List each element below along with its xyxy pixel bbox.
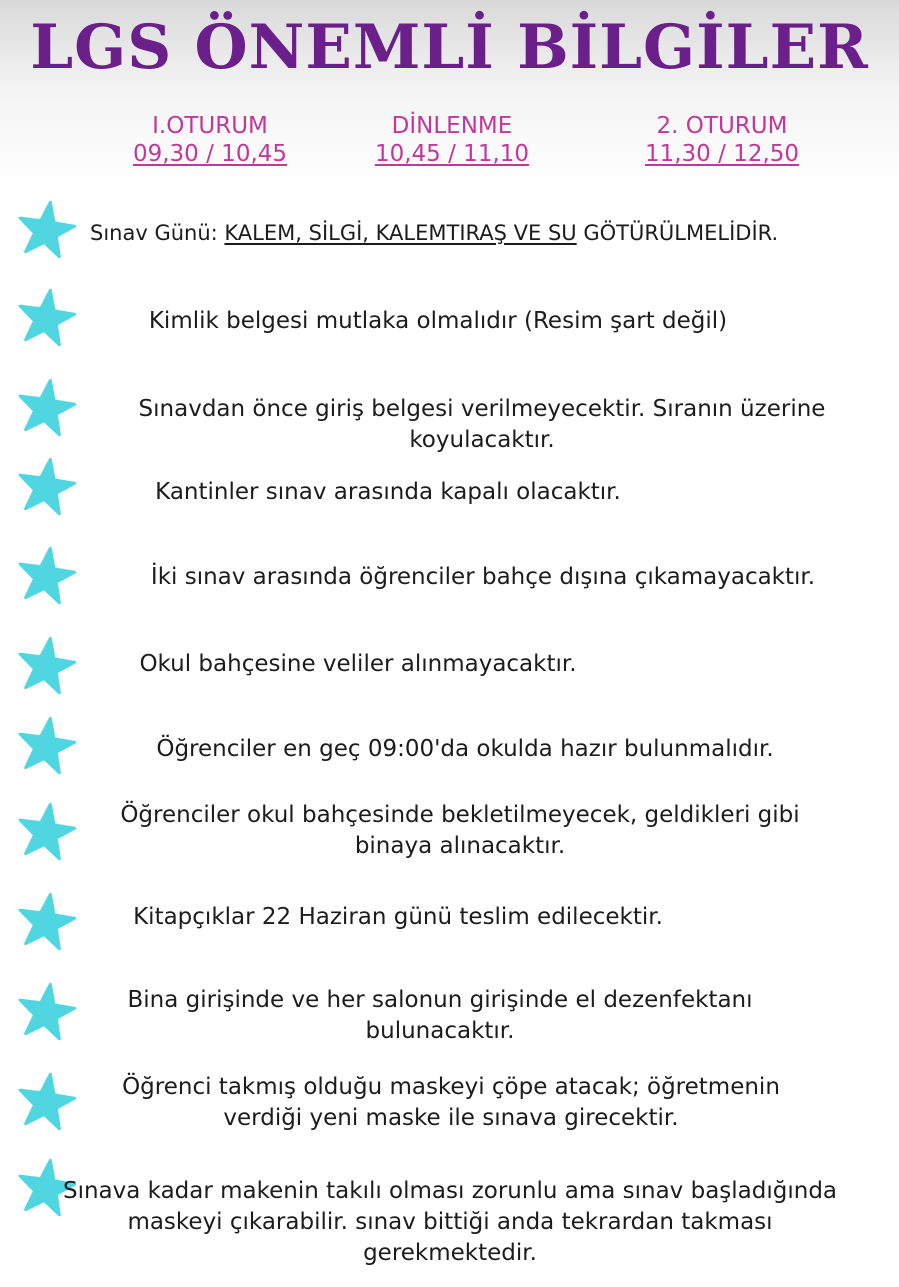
session-break-label: DİNLENME xyxy=(391,113,513,139)
rule-item-7 xyxy=(0,712,899,782)
rule-text-5: İki sınav arasında öğrenciler bahçe dışına çıkamayacaktır. xyxy=(150,564,816,590)
session-second xyxy=(612,112,832,168)
page-title: LGS ÖNEMLİ BİLGİLER xyxy=(30,12,869,83)
rule-text-9: Kitapçıklar 22 Haziran günü teslim edilecektir. xyxy=(133,904,663,930)
rule-text-1 xyxy=(90,218,890,249)
star-icon xyxy=(14,378,78,440)
star-icon xyxy=(14,802,78,864)
rule-1-prefix: Sınav Günü: xyxy=(90,221,225,245)
rule-item-11 xyxy=(0,1066,899,1146)
star-icon xyxy=(14,546,78,608)
rule-item-10 xyxy=(0,976,899,1056)
session-second-label: 2. OTURUM xyxy=(656,113,788,139)
star-icon xyxy=(14,288,78,350)
rule-item-5 xyxy=(0,542,899,612)
session-break-time: 10,45 / 11,10 xyxy=(374,141,530,167)
session-first xyxy=(110,112,310,168)
star-icon xyxy=(14,457,78,519)
rule-1-suffix: GÖTÜRÜLMELİDİR. xyxy=(576,221,779,245)
rule-item-12 xyxy=(0,1158,899,1278)
star-icon xyxy=(14,892,78,954)
rule-item-4 xyxy=(0,457,899,527)
rule-item-1 xyxy=(0,200,899,270)
star-icon xyxy=(14,636,78,698)
rule-item-3 xyxy=(0,374,899,454)
rule-text-12: Sınava kadar makenin takılı olması zorunlu ama sınav başladığında maskeyi çıkarabilir. sınav bittiği anda tekrardan takması gerekmektedir. xyxy=(62,1178,838,1266)
rule-text-10: Bina girişinde ve her salonun girişinde el dezenfektanı bulunacaktır. xyxy=(127,987,753,1044)
rule-text-8: Öğrenciler okul bahçesinde bekletilmeyecek, geldikleri gibi binaya alınacaktır. xyxy=(120,802,800,859)
star-icon xyxy=(14,200,78,262)
session-first-label: I.OTURUM xyxy=(152,113,268,139)
rule-text-11: Öğrenci takmış olduğu maskeyi çöpe atacak; öğretmenin verdiği yeni maske ile sınava girecektir. xyxy=(122,1074,780,1131)
rule-text-3: Sınavdan önce giriş belgesi verilmeyecektir. Sıranın üzerine koyulacaktır. xyxy=(138,396,826,453)
session-schedule xyxy=(0,112,899,172)
rule-text-6: Okul bahçesine veliler alınmayacaktır. xyxy=(139,651,577,677)
rule-item-9 xyxy=(0,888,899,958)
rule-text-2: Kimlik belgesi mutlaka olmalıdır (Resim şart değil) xyxy=(148,308,728,334)
rule-item-6 xyxy=(0,632,899,702)
star-icon xyxy=(14,982,78,1044)
rule-item-2 xyxy=(0,288,899,358)
session-second-time: 11,30 / 12,50 xyxy=(644,141,800,167)
rule-text-4: Kantinler sınav arasında kapalı olacaktır. xyxy=(155,479,621,505)
session-break xyxy=(352,112,552,168)
star-icon xyxy=(14,716,78,778)
rule-text-7: Öğrenciler en geç 09:00'da okulda hazır bulunmalıdır. xyxy=(156,736,774,762)
session-first-time: 09,30 / 10,45 xyxy=(132,141,288,167)
star-icon xyxy=(14,1072,78,1134)
rule-item-8 xyxy=(0,794,899,874)
rule-1-underlined: KALEM, SİLGİ, KALEMTIRAŞ VE SU xyxy=(224,221,577,245)
